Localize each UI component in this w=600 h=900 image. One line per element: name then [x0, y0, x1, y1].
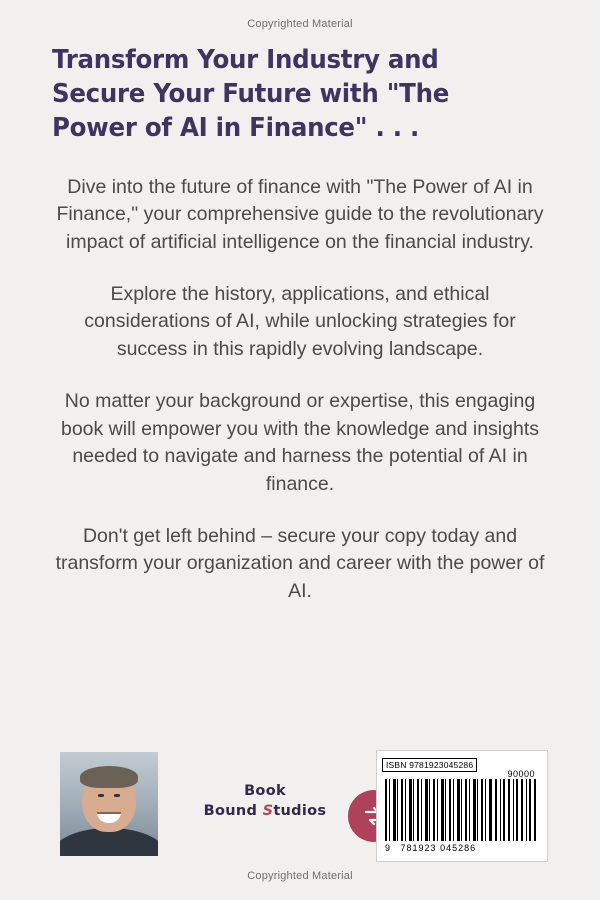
footer-area — [52, 750, 548, 860]
copyright-notice-bottom: Copyrighted Material — [247, 870, 353, 882]
publisher-line-2 — [200, 802, 330, 822]
barcode-bars-addon — [495, 779, 539, 841]
paragraph-4: Don't get left behind – secure your copy today and transform your organization and career with the power of AI. — [55, 524, 545, 602]
barcode-digits — [385, 843, 493, 853]
paragraph-1: Dive into the future of finance with "The Power of AI in Finance," your comprehensive guide to the revolutionary impact of artificial intelligence on the financial industry. — [56, 175, 544, 254]
page-title: Transform Your Industry and Secure Your Future with "The Power of AI in Finance" . . . — [52, 45, 450, 143]
copyright-notice-top: Copyrighted Material — [247, 18, 353, 30]
cover-content — [52, 44, 548, 606]
barcode-digit-prefix: 9 — [385, 843, 392, 853]
publisher-swirl-glyph: S — [262, 802, 274, 819]
paragraph-2: Explore the history, applications, and ethical considerations of AI, while unlocking strategies for success in this rapidly evolving landscape. — [84, 282, 516, 361]
author-photo — [60, 752, 158, 856]
description-body — [52, 174, 548, 606]
paragraph-3: No matter your background or expertise, this engaging book will empower you with the knowledge and insights needed to navigate and harness the potential of AI in finance. — [60, 389, 540, 495]
publisher-logo — [200, 782, 330, 821]
price-code: 90000 — [507, 769, 535, 779]
barcode-bars-main — [385, 779, 493, 841]
photo-eye-left — [98, 794, 104, 797]
barcode-digit-body: 781923 045286 — [400, 843, 477, 853]
publisher-line-1: Book — [244, 783, 286, 799]
isbn-label: ISBN 9781923045286 — [382, 758, 477, 772]
publisher-line-2-post: tudios — [273, 802, 327, 819]
isbn-barcode — [376, 750, 548, 862]
photo-hair — [80, 766, 138, 788]
photo-eye-right — [114, 794, 120, 797]
publisher-line-2-pre: Bound — [203, 802, 258, 819]
